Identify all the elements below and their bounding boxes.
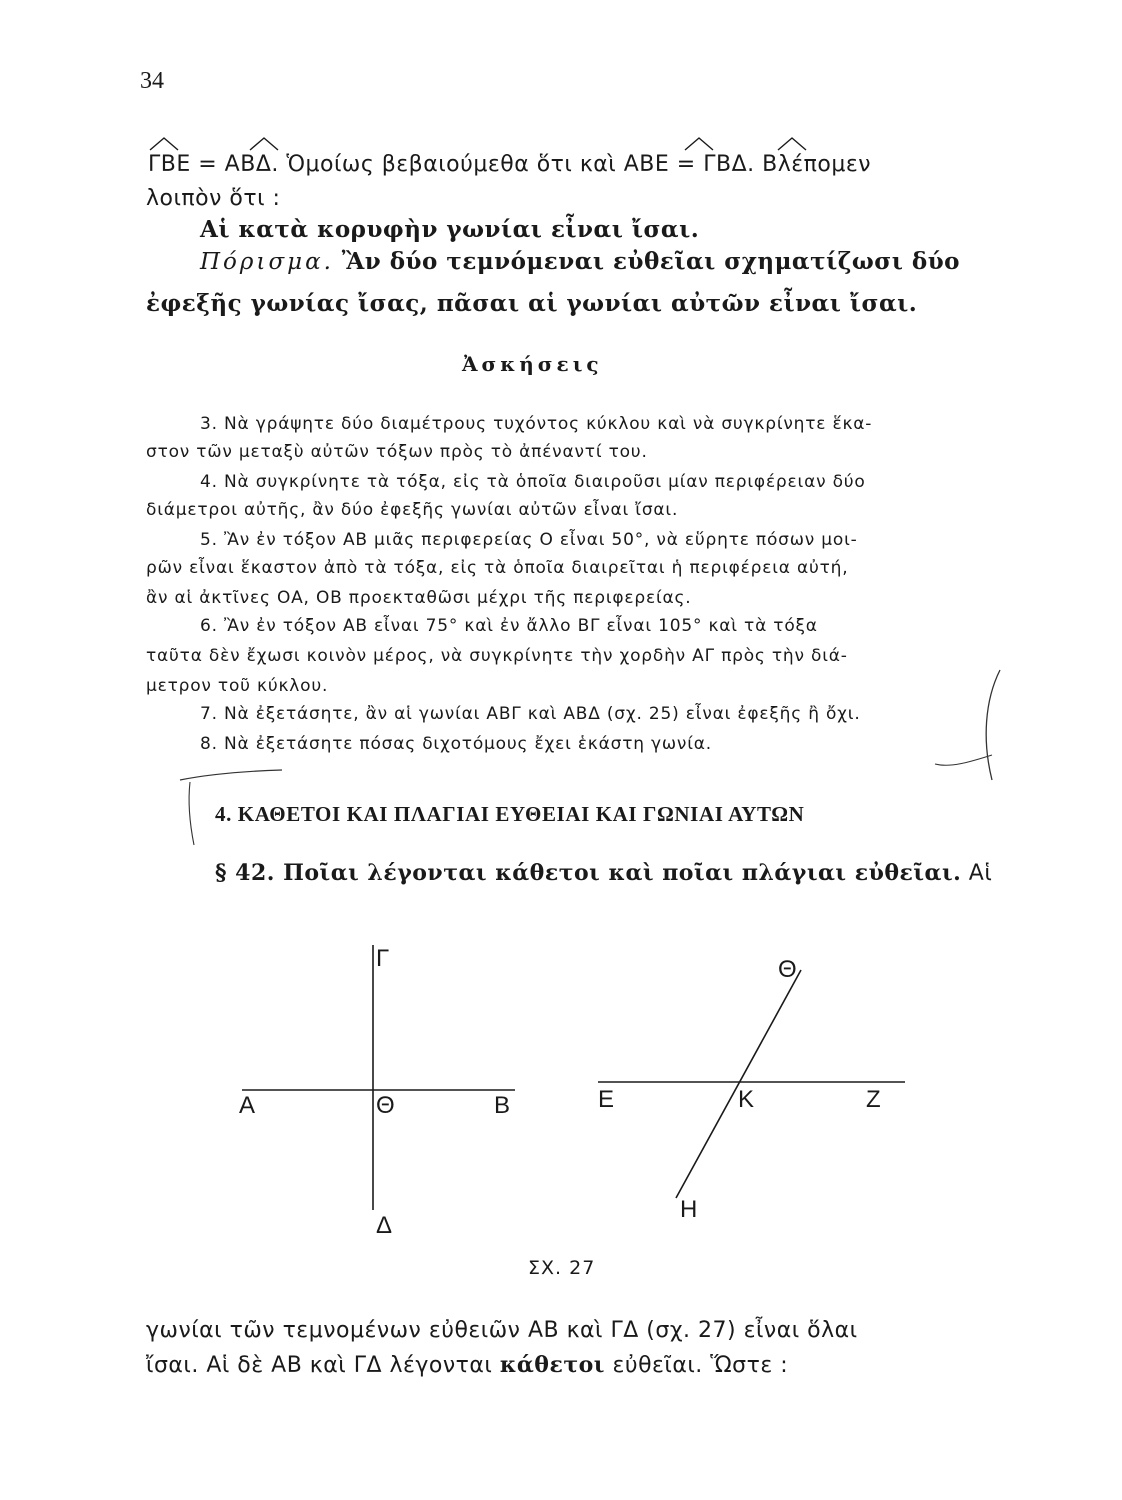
page-number: 34 — [140, 68, 164, 94]
section-heading: 4. ΚΑΘΕΤΟΙ ΚΑΙ ΠΛΑΓΙΑΙ ΕΥΘΕΙΑΙ ΚΑΙ ΓΩΝΙΑΙ ΑΥΤΩΝ — [215, 802, 805, 826]
porism-text-1: Ἂν δύο τεμνόμεναι εὐθεῖαι σχηματίζωσι δύο — [341, 248, 960, 275]
theorem-statement: Αἱ κατὰ κορυφὴν γωνίαι εἶναι ἴσαι. — [200, 216, 700, 243]
exercise-line: 7. Νὰ ἐξετάσητε, ἂν αἱ γωνίαι ΑΒΓ καὶ ΑΒΔ (σχ. 25) εἶναι ἐφεξῆς ἢ ὄχι. — [200, 704, 861, 724]
label-delta: Δ — [376, 1212, 393, 1239]
angle-equation-1: ΓΒΕ = ΑΒΔ. — [148, 152, 287, 177]
exercise-line: 6. Ἂν ἐν τόξον ΑΒ εἶναι 75° καὶ ἐν ἄλλο ΒΓ εἶναι 105° καὶ τὰ τόξα — [200, 616, 818, 636]
porism-line-1 — [200, 248, 960, 275]
angle-hat-marks — [140, 128, 840, 158]
exercise-line: 3. Νὰ γράψητε δύο διαμέτρους τυχόντος κύκλου καὶ νὰ συγκρίνητε ἕκα- — [200, 414, 873, 434]
label-zeta: Ζ — [866, 1086, 881, 1113]
label-gamma: Γ — [376, 945, 390, 972]
figure-caption: ΣΧ. 27 — [528, 1257, 596, 1279]
exercise-line: μετρον τοῦ κύκλου. — [146, 676, 329, 696]
label-alpha: Α — [239, 1092, 256, 1119]
label-eta: Η — [680, 1196, 698, 1223]
exercise-line: διάμετροι αὐτῆς, ἂν δύο ἐφεξῆς γωνίαι αὐτῶν εἶναι ἴσαι. — [146, 500, 679, 520]
exercise-line: 4. Νὰ συγκρίνητε τὰ τόξα, εἰς τὰ ὁποῖα διαιροῦσι μίαν περιφέρειαν δύο — [200, 472, 866, 492]
porism-line-2: ἐφεξῆς γωνίας ἴσας, πᾶσαι αἱ γωνίαι αὐτῶν εἶναι ἴσαι. — [146, 290, 918, 317]
exercise-line: ρῶν εἶναι ἕκαστον ἀπὸ τὰ τόξα, εἰς τὰ ὁποῖα διαιρεῖται ἡ περιφέρεια αὐτή, — [146, 558, 849, 578]
bottom-line-1: γωνίαι τῶν τεμνομένων εὐθειῶν ΑΒ καὶ ΓΔ (σχ. 27) εἶναι ὅλαι — [146, 1318, 858, 1343]
exercise-line: στον τῶν μεταξὺ αὐτῶν τόξων πρὸς τὸ ἀπέναντί του. — [146, 442, 648, 462]
label-kappa: Κ — [738, 1086, 755, 1113]
figure-27-lines — [230, 940, 910, 1220]
exercises-title: Ἀσκήσεις — [462, 352, 603, 376]
label-epsilon: Ε — [598, 1086, 615, 1113]
bottom-text-end: εὐθεῖαι. Ὥστε : — [604, 1353, 789, 1378]
paragraph-title-line — [215, 860, 992, 886]
exercise-line: 5. Ἂν ἐν τόξον ΑΒ μιᾶς περιφερείας Ο εἶναι 50°, νὰ εὕρητε πόσων μοι- — [200, 530, 858, 550]
bottom-text-start: ἴσαι. Αἱ δὲ ΑΒ καὶ ΓΔ λέγονται — [146, 1353, 500, 1378]
bold-term-kathetoi: κάθετοι — [499, 1352, 605, 1378]
exercise-line: 8. Νὰ ἐξετάσητε πόσας διχοτόμους ἔχει ἑκάστη γωνία. — [200, 734, 712, 754]
text-line-2: λοιπὸν ὅτι : — [146, 186, 281, 211]
pencil-bracket-marks — [170, 660, 1010, 860]
label-theta-center: Θ — [376, 1092, 395, 1119]
porism-label: Πόρισμα. — [200, 249, 334, 275]
label-theta-top: Θ — [778, 956, 797, 983]
text-fragment: Ὁμοίως βεβαιούμεθα ὅτι καὶ — [286, 152, 624, 177]
label-beta: Β — [494, 1092, 511, 1119]
exercise-line: ἂν αἱ ἀκτῖνες ΟΑ, ΟΒ προεκταθῶσι μέχρι τῆς περιφερείας. — [146, 588, 692, 608]
bottom-line-2 — [146, 1352, 788, 1378]
paragraph-continuation: Αἱ — [968, 861, 993, 886]
paragraph-title: § 42. Ποῖαι λέγονται κάθετοι καὶ ποῖαι πλάγιαι εὐθεῖαι. — [215, 860, 962, 886]
exercise-line: ταῦτα δὲν ἔχωσι κοινὸν μέρος, νὰ συγκρίνητε τὴν χορδὴν ΑΓ πρὸς τὴν διά- — [146, 646, 848, 666]
line-theta-eta — [676, 970, 801, 1198]
text-fragment-end: Βλέπομεν — [762, 152, 871, 177]
angle-equation-2: ΑΒΕ = ΓΒΔ. — [623, 152, 763, 177]
